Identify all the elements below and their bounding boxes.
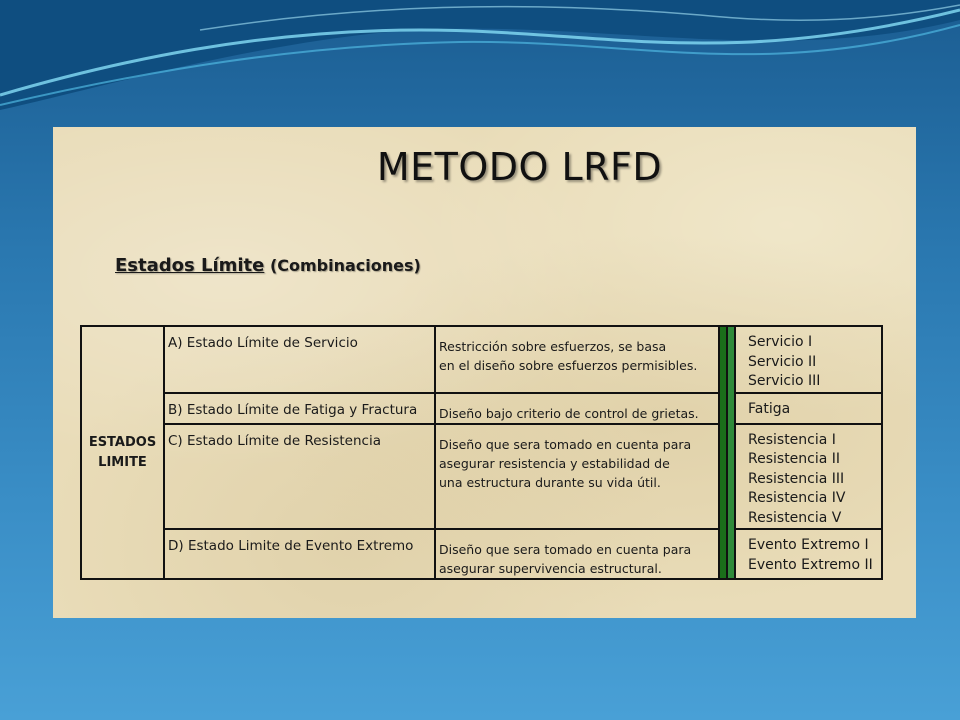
- combination-list: [735, 529, 882, 579]
- limit-state-description: [435, 393, 719, 424]
- combination-item: Servicio I: [748, 334, 813, 350]
- combination-item: Evento Extremo I: [748, 537, 869, 553]
- combination-item: Servicio II: [748, 353, 817, 370]
- limit-state-description: [435, 424, 719, 530]
- section-heading-paren: (Combinaciones): [264, 256, 421, 275]
- combination-item: Resistencia V: [748, 509, 842, 526]
- limit-state-name: C) Estado Límite de Resistencia: [164, 424, 435, 530]
- group-label-line1: ESTADOS: [88, 434, 157, 450]
- limit-state-description: [435, 529, 719, 579]
- limit-states-table: [80, 325, 883, 580]
- combination-item: Resistencia III: [748, 470, 845, 487]
- header-wave-decoration: [0, 0, 960, 120]
- combination-list: [735, 393, 882, 424]
- description-line: Diseño bajo criterio de control de grietas.: [439, 405, 699, 421]
- limit-state-name: B) Estado Límite de Fatiga y Fractura: [164, 393, 435, 424]
- combination-item: Servicio III: [748, 373, 821, 389]
- table-row: [81, 424, 882, 530]
- combination-item: Resistencia IV: [748, 490, 846, 506]
- group-label-cell: [81, 326, 164, 579]
- description-line: asegurar resistencia y estabilidad de: [439, 455, 670, 471]
- description-line: Restricción sobre esfuerzos, se basa: [439, 339, 667, 354]
- limit-state-description: [435, 326, 719, 393]
- limit-state-name: A) Estado Límite de Servicio: [164, 326, 435, 393]
- group-label-line2: LIMITE: [98, 454, 147, 470]
- table-row: [81, 529, 882, 579]
- table-row: [81, 393, 882, 424]
- description-line: asegurar supervivencia estructural.: [439, 561, 662, 576]
- description-line: una estructura durante su vida útil.: [439, 474, 661, 490]
- table-row: [81, 326, 882, 393]
- description-line: Diseño que sera tomado en cuenta para: [439, 436, 692, 452]
- limit-state-name: D) Estado Limite de Evento Extremo: [164, 529, 435, 579]
- combination-item: Evento Extremo II: [748, 556, 873, 573]
- content-panel: [53, 127, 916, 618]
- combination-item: Fatiga: [748, 400, 791, 417]
- combination-item: Resistencia I: [748, 431, 836, 448]
- combination-list: [735, 424, 882, 530]
- combination-list: [735, 326, 882, 393]
- section-heading: [115, 255, 421, 276]
- description-line: en el diseño sobre esfuerzos permisibles.: [439, 358, 698, 373]
- section-heading-main: Estados Límite: [115, 255, 265, 276]
- green-divider-bars: [719, 326, 735, 579]
- slide-title: METODO LRFD: [376, 145, 663, 189]
- combination-item: Resistencia II: [748, 451, 841, 467]
- description-line: Diseño que sera tomado en cuenta para: [439, 542, 692, 557]
